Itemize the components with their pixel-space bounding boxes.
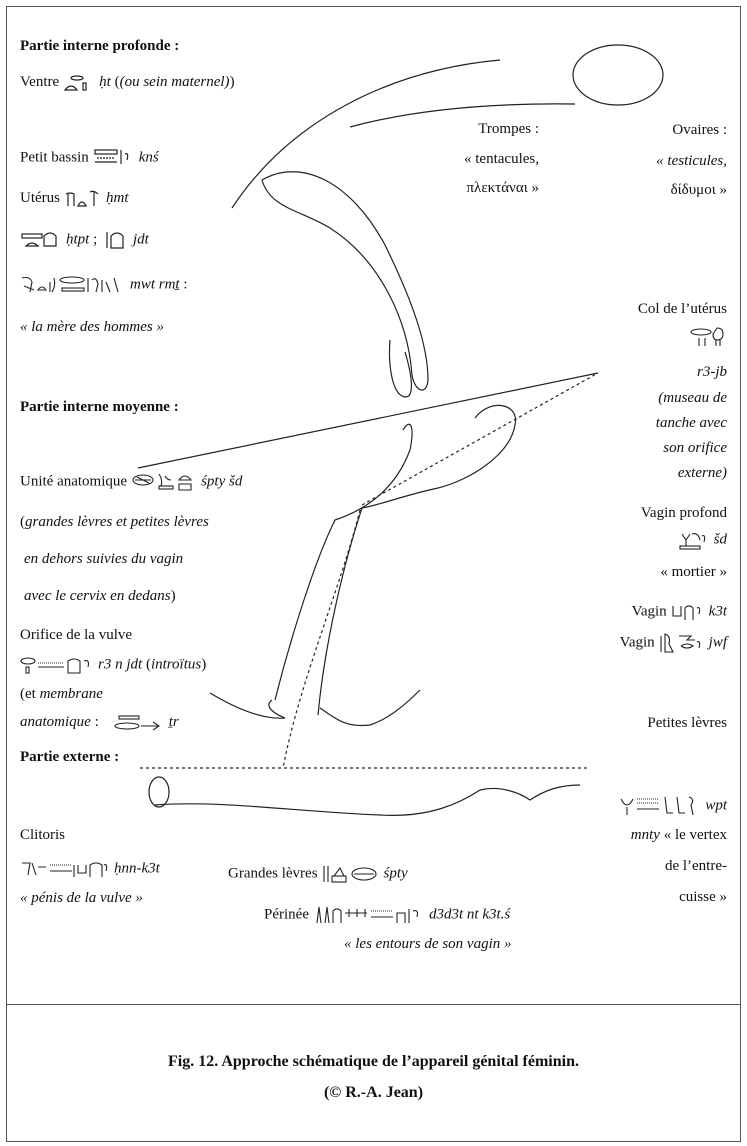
grandes-term: Grandes lèvres — [228, 865, 318, 882]
mnty-translit: mnty — [630, 827, 660, 843]
label-mwt-rmt — [20, 274, 188, 296]
figure-caption-credit: (© R.-A. Jean) — [323, 1084, 424, 1101]
ovary-shape — [573, 45, 663, 105]
vaginal-wall-back — [318, 405, 516, 715]
vagin1-term: Vagin — [631, 603, 667, 620]
vagin1-translit: k3t — [708, 603, 727, 620]
uterus-translit: ḥmt — [106, 190, 129, 206]
membrane-translit: ṯr — [168, 714, 179, 730]
orifice-paren-close: ) — [201, 656, 207, 673]
perinee-gloss: « les entours de son vagin » — [344, 936, 512, 952]
label-clitoris-translit — [20, 859, 160, 879]
trompes-greek: πλεκτάναι » — [466, 180, 539, 196]
vertex-line1: « le vertex — [663, 827, 727, 843]
label-unite-anatomique — [20, 472, 242, 492]
htpt-translit: ḥtpt — [66, 231, 90, 248]
trompes-quote: « tentacules, — [464, 151, 539, 167]
ventre-gloss: (ou sein maternel) — [119, 74, 230, 90]
unite-term: Unité anatomique — [20, 473, 128, 490]
label-vagin-jwf — [620, 632, 727, 654]
labia-minora-left — [210, 693, 285, 718]
vaginal-inner-dash — [283, 510, 360, 768]
clitoris-shape — [149, 777, 169, 807]
unite-paren-close: ) — [170, 588, 176, 604]
trompes-term: Trompes : — [478, 121, 539, 137]
col-hieroglyph-row — [685, 326, 727, 348]
label-petit-bassin — [20, 148, 159, 168]
hieroglyph-spty-icon — [322, 864, 378, 884]
ovaires-quote: « testicules, — [656, 153, 727, 169]
membrane-anatomique: anatomique — [20, 714, 91, 730]
vagprof-quote: « mortier » — [660, 564, 727, 580]
jdt-translit: jdt — [133, 231, 149, 248]
membrane-line2 — [20, 713, 179, 732]
grandes-translit: śpty — [383, 865, 408, 882]
hieroglyph-spty-sd-icon — [131, 472, 195, 492]
ovaires-greek: δίδυμοι » — [670, 182, 727, 198]
section-heading-external: Partie externe : — [20, 749, 120, 765]
guide-line-cervix — [362, 373, 598, 505]
hieroglyph-hmt-icon — [64, 190, 100, 208]
vertex-line3: cuisse » — [679, 889, 727, 905]
label-vagprof-translit — [674, 530, 727, 550]
label-grandes-levres — [228, 864, 408, 884]
hieroglyph-tr-icon — [113, 714, 163, 732]
bassin-term: Petit bassin — [20, 149, 89, 166]
uterus-term: Utérus — [20, 190, 60, 206]
mwt-gloss: « la mère des hommes » — [20, 319, 165, 335]
hieroglyph-sd-icon — [678, 530, 708, 550]
hieroglyph-jwf-icon — [659, 632, 703, 654]
vaginal-wall-front — [275, 424, 412, 700]
unite-gloss-text3: avec le cervix en dedans — [24, 588, 171, 604]
ventre-term: Ventre — [20, 74, 60, 90]
label-vagin-k3t — [632, 602, 727, 622]
label-perinee — [264, 905, 510, 925]
unite-translit: śpty šd — [201, 473, 243, 490]
membrane-prefix: (et — [20, 686, 36, 702]
vagin2-term: Vagin — [619, 634, 655, 651]
hieroglyph-hnn-k3t-icon — [20, 859, 108, 879]
membrane-line1 — [20, 685, 103, 703]
bassin-translit: knś — [138, 149, 159, 166]
fallopian-tube-outer — [232, 60, 500, 208]
vertex-line2: de l’entre- — [664, 858, 727, 874]
figure-caption-title: Fig. 12. Approche schématique de l’appareil génital féminin. — [168, 1053, 579, 1070]
unite-gloss-line3 — [24, 587, 176, 605]
section-heading-middle: Partie interne moyenne : — [20, 399, 179, 415]
clitoris-gloss: « pénis de la vulve » — [20, 890, 143, 906]
vagprof-term: Vagin profond — [640, 505, 727, 521]
col-gloss-4: externe) — [677, 465, 727, 481]
hieroglyph-wpt-icon — [619, 795, 699, 817]
orifice-gloss: introïtus — [150, 656, 202, 673]
hieroglyph-htpt-icon — [20, 230, 60, 250]
vagprof-translit: šd — [713, 531, 727, 548]
petites-levres-term: Petites lèvres — [647, 715, 727, 731]
label-ventre: Ventre ḥt ((ou sein maternel)) — [20, 74, 235, 90]
perineum-outline — [155, 785, 580, 815]
section-heading-deep: Partie interne profonde : — [20, 38, 180, 54]
mwt-translit: mwt rmṯ — [130, 276, 180, 293]
clitoris-term: Clitoris — [20, 827, 66, 843]
col-gloss-3: son orifice — [663, 440, 727, 456]
col-gloss-1: (museau de — [658, 390, 727, 406]
hieroglyph-jdt-icon — [105, 230, 127, 250]
fallopian-tube-inner — [350, 104, 575, 127]
guide-line-middle — [138, 373, 598, 468]
wpt-translit: wpt — [705, 797, 727, 814]
label-orifice-translit — [20, 655, 206, 675]
labia-minora-right — [320, 690, 420, 726]
col-translit: r3-jb — [697, 364, 727, 380]
uterus-body — [262, 172, 428, 390]
hieroglyph-mwt-rmt-icon — [20, 274, 124, 296]
label-uterus — [20, 189, 129, 208]
orifice-term: Orifice de la vulve — [20, 627, 133, 643]
vagin2-translit: jwf — [708, 634, 727, 651]
membrane-word: membrane — [39, 686, 103, 702]
ovaires-term: Ovaires : — [672, 122, 727, 138]
orifice-translit: r3 n jdt — [98, 656, 143, 673]
col-gloss-2: tanche avec — [655, 415, 727, 431]
unite-gloss-text1: grandes lèvres et petites lèvres — [25, 514, 209, 530]
label-mnty-vertex — [631, 826, 727, 844]
hieroglyph-k3t-icon — [671, 602, 703, 622]
perinee-term: Périnée — [264, 906, 309, 923]
mwt-colon: : — [183, 276, 188, 293]
hieroglyph-kns-icon — [93, 148, 133, 168]
hieroglyph-ht-icon — [63, 74, 93, 92]
hieroglyph-d3d3t-icon — [313, 905, 423, 925]
unite-gloss-line1 — [20, 513, 209, 531]
hieroglyph-r3-jb-icon — [689, 326, 727, 348]
hieroglyph-r3-n-jdt-icon — [20, 655, 92, 675]
orifice-paren-open: ( — [145, 656, 151, 673]
unite-gloss-line2: en dehors suivies du vagin — [24, 551, 184, 567]
ventre-translit: ḥt — [99, 74, 111, 90]
col-term: Col de l’utérus — [637, 301, 727, 317]
perinee-translit: d3d3t nt k3t.ś — [428, 906, 511, 923]
label-wpt — [615, 795, 727, 817]
membrane-colon: : — [90, 714, 99, 730]
label-htpt-jdt: ḥtpt ; jdt — [20, 230, 149, 250]
unite-paren-open: ( — [20, 514, 25, 530]
clitoris-translit: ḥnn-k3t — [114, 860, 160, 877]
